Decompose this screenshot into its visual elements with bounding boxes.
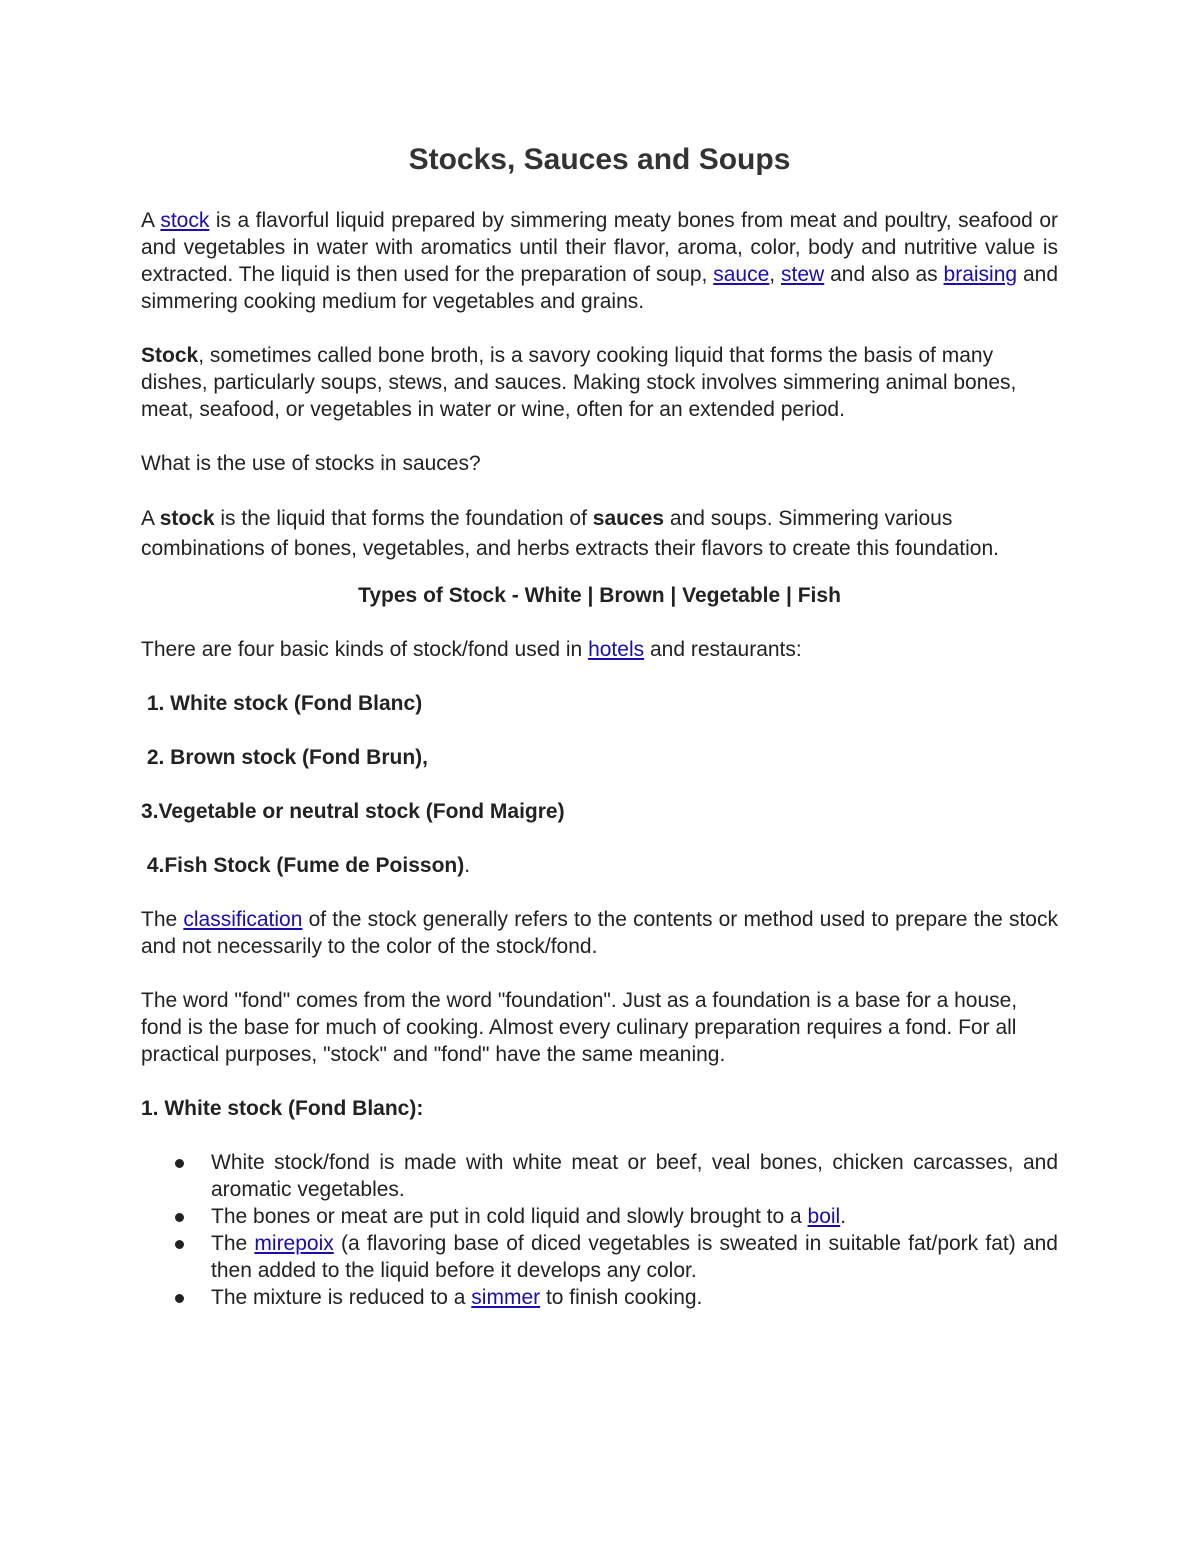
link-braising[interactable]: braising	[943, 263, 1018, 286]
link-stew[interactable]: stew	[781, 263, 825, 286]
fond-paragraph: The word "fond" comes from the word "foundation". Just as a foundation is a base for a house, fond is the base for much of cooking. Almost every culinary preparation requires a fond. For all practical purposes, "stock" and "fond" have the same meaning.	[141, 989, 1018, 1066]
bullet-item: White stock/fond is made with white meat or beef, veal bones, chicken carcasses, and aromatic vegetables.	[141, 1149, 1058, 1203]
white-stock-heading: 1. White stock (Fond Blanc):	[141, 1097, 424, 1120]
intro-paragraph: A stock is a flavorful liquid prepared by simmering meaty bones from meat and poultry, seafood or and vegetables in water with aromatics until their flavor, aroma, color, body and nutritive value is extracted. The liquid is then used for the preparation of soup, sauce, stew and also as braising and simmering cooking medium for vegetables and grains.	[141, 209, 1059, 313]
page-title: Stocks, Sauces and Soups	[408, 143, 791, 176]
question-paragraph: What is the use of stocks in sauces?	[141, 452, 481, 475]
link-hotels[interactable]: hotels	[588, 638, 645, 661]
kinds-paragraph: There are four basic kinds of stock/fond used in hotels and restaurants:	[141, 638, 802, 661]
list-item-fish-stock: 4.Fish Stock (Fume de Poisson).	[141, 854, 471, 877]
link-sauce[interactable]: sauce	[713, 263, 770, 286]
types-heading: Types of Stock - White | Brown | Vegetable | Fish	[358, 584, 841, 607]
link-mirepoix[interactable]: mirepoix	[254, 1232, 334, 1255]
list-item-white-stock: 1. White stock (Fond Blanc)	[141, 692, 423, 715]
list-item-vegetable-stock: 3.Vegetable or neutral stock (Fond Maigre)	[141, 800, 565, 823]
bullet-item: The bones or meat are put in cold liquid and slowly brought to a boil.	[141, 1203, 1058, 1230]
classification-paragraph: The classification of the stock generally refers to the contents or method used to prepare the stock and not necessarily to the color of the stock/fond.	[141, 908, 1058, 958]
document-body	[141, 138, 1058, 1311]
link-stock[interactable]: stock	[160, 209, 210, 232]
bullet-item: The mirepoix (a flavoring base of diced vegetables is sweated in suitable fat/pork fat) and then added to the liquid before it develops any color.	[141, 1230, 1058, 1284]
link-simmer[interactable]: simmer	[471, 1286, 541, 1309]
bullet-item: The mixture is reduced to a simmer to finish cooking.	[141, 1284, 1058, 1311]
link-boil[interactable]: boil	[807, 1205, 841, 1228]
white-stock-bullets	[141, 1149, 1058, 1311]
link-classification[interactable]: classification	[183, 908, 303, 931]
list-item-brown-stock: 2. Brown stock (Fond Brun),	[141, 746, 428, 769]
stock-definition-paragraph: Stock, sometimes called bone broth, is a savory cooking liquid that forms the basis of many dishes, particularly soups, stews, and sauces. Making stock involves simmering animal bones, meat, seafood, or vegetables in water or wine, often for an extended period.	[141, 344, 1017, 421]
stock-use-paragraph: A stock is the liquid that forms the foundation of sauces and soups. Simmering various combinations of bones, vegetables, and herbs extracts their flavors to create this foundation.	[141, 507, 999, 560]
